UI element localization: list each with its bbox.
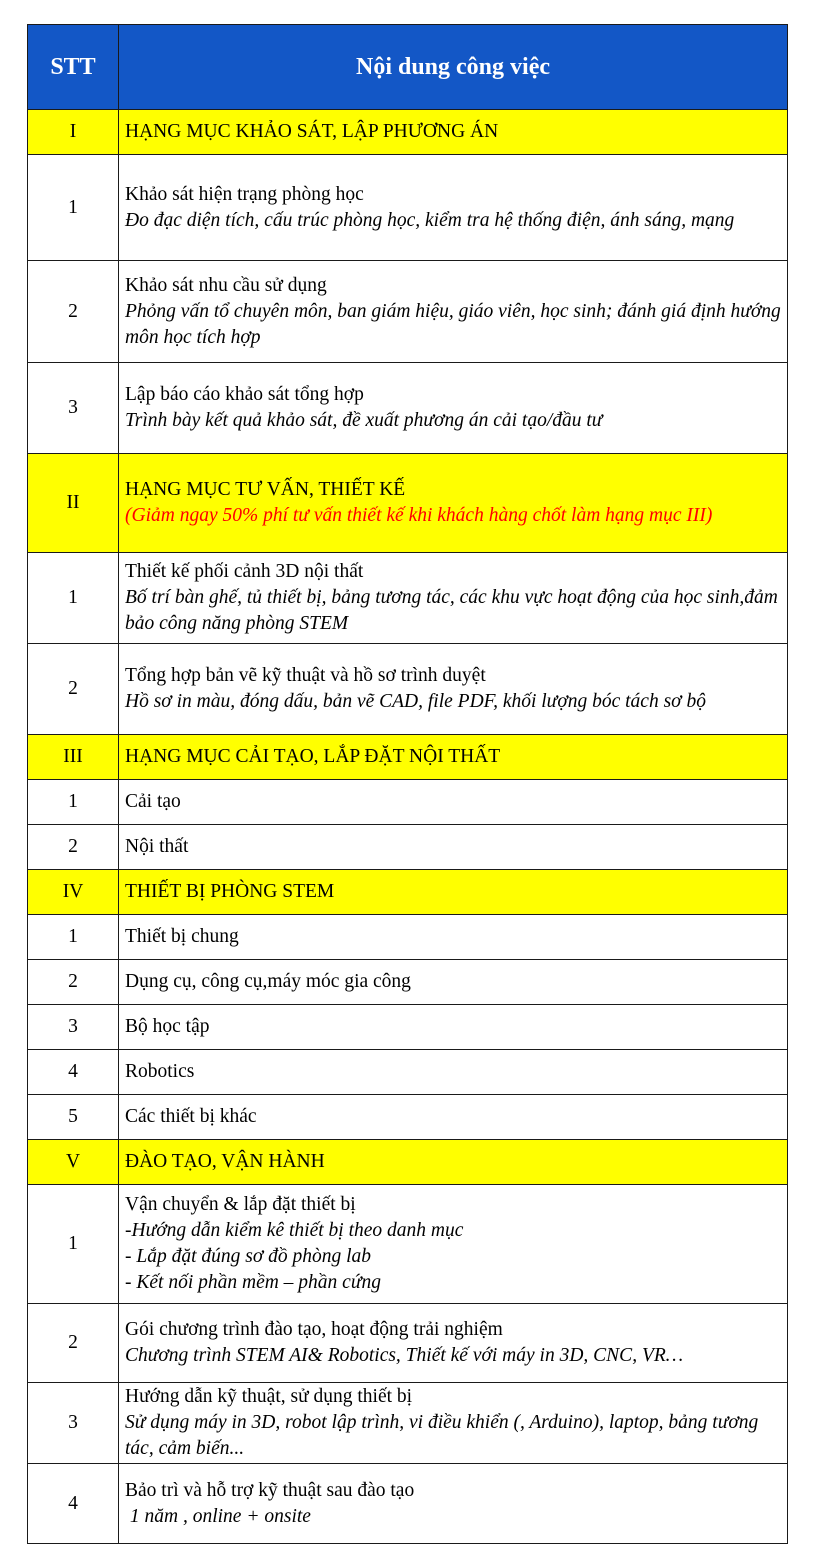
row-stt: III <box>28 735 119 780</box>
table-header-row <box>28 25 788 110</box>
table-row <box>28 1304 788 1383</box>
item-title: Robotics <box>119 1050 788 1095</box>
row-stt: 2 <box>28 960 119 1005</box>
item-title: Hướng dẫn kỹ thuật, sử dụng thiết bị <box>125 1386 413 1407</box>
row-stt: 2 <box>28 644 119 735</box>
table-row <box>28 261 788 363</box>
table-row <box>28 780 788 825</box>
item-title: Dụng cụ, công cụ,máy móc gia công <box>119 960 788 1005</box>
row-stt: IV <box>28 870 119 915</box>
section-row <box>28 454 788 553</box>
row-stt: 4 <box>28 1050 119 1095</box>
work-table <box>27 24 788 1544</box>
item-detail-line: - Kết nối phần mềm – phần cứng <box>125 1272 381 1293</box>
table-row <box>28 960 788 1005</box>
item-title: Khảo sát nhu cầu sử dụng <box>125 274 327 296</box>
row-stt: 4 <box>28 1464 119 1544</box>
row-stt: V <box>28 1140 119 1185</box>
item-detail: Chương trình STEM AI& Robotics, Thiết kế với máy in 3D, CNC, VR… <box>125 1345 684 1366</box>
item-title: Khảo sát hiện trạng phòng học <box>125 183 364 205</box>
section-title: HẠNG MỤC CẢI TẠO, LẮP ĐẶT NỘI THẤT <box>119 735 788 780</box>
discount-note: (Giảm ngay 50% phí tư vấn thiết kế khi khách hàng chốt làm hạng mục III) <box>125 505 713 526</box>
section-title: HẠNG MỤC TƯ VẤN, THIẾT KẾ <box>125 479 406 500</box>
item-detail-line: -Hướng dẫn kiểm kê thiết bị theo danh mục <box>125 1220 464 1241</box>
item-detail: 1 năm , online + onsite <box>125 1505 311 1527</box>
item-title: Bộ học tập <box>119 1005 788 1050</box>
table-row <box>28 644 788 735</box>
row-stt: 5 <box>28 1095 119 1140</box>
section-row <box>28 1140 788 1185</box>
item-title: Nội thất <box>119 825 788 870</box>
item-title: Vận chuyển & lắp đặt thiết bị <box>125 1194 356 1215</box>
row-stt: II <box>28 454 119 553</box>
row-stt: 3 <box>28 363 119 454</box>
table-row <box>28 1005 788 1050</box>
table-row <box>28 1095 788 1140</box>
item-title: Thiết bị chung <box>119 915 788 960</box>
item-detail: Đo đạc diện tích, cấu trúc phòng học, kiểm tra hệ thống điện, ánh sáng, mạng <box>125 209 735 231</box>
table-row <box>28 155 788 261</box>
item-detail: Sử dụng máy in 3D, robot lập trình, vi điều khiển (, Arduino), laptop, bảng tương tác, cảm biến... <box>125 1412 759 1459</box>
item-title: Lập báo cáo khảo sát tổng hợp <box>125 384 364 405</box>
row-stt: 1 <box>28 553 119 644</box>
table-row <box>28 825 788 870</box>
item-title: Tổng hợp bản vẽ kỹ thuật và hồ sơ trình duyệt <box>125 665 486 686</box>
table-row <box>28 363 788 454</box>
item-title: Cải tạo <box>119 780 788 825</box>
item-detail: Phỏng vấn tổ chuyên môn, ban giám hiệu, giáo viên, học sinh; đánh giá định hướng môn học tích hợp <box>125 300 781 348</box>
row-stt: 3 <box>28 1005 119 1050</box>
table-row <box>28 1464 788 1544</box>
section-title: THIẾT BỊ PHÒNG STEM <box>119 870 788 915</box>
section-title: ĐÀO TẠO, VẬN HÀNH <box>119 1140 788 1185</box>
table-row <box>28 553 788 644</box>
item-detail: Trình bày kết quả khảo sát, đề xuất phương án cải tạo/đầu tư <box>125 410 603 431</box>
row-stt: 2 <box>28 1304 119 1383</box>
item-title: Bảo trì và hỗ trợ kỹ thuật sau đào tạo <box>125 1479 415 1501</box>
row-stt: 1 <box>28 915 119 960</box>
table-row <box>28 1383 788 1464</box>
row-stt: 3 <box>28 1383 119 1464</box>
item-title: Các thiết bị khác <box>119 1095 788 1140</box>
header-stt: STT <box>28 25 119 110</box>
section-row <box>28 735 788 780</box>
item-detail: Hồ sơ in màu, đóng dấu, bản vẽ CAD, file PDF, khối lượng bóc tách sơ bộ <box>125 691 706 712</box>
header-content: Nội dung công việc <box>119 25 788 110</box>
row-stt: 2 <box>28 825 119 870</box>
row-stt: 1 <box>28 155 119 261</box>
row-stt: 1 <box>28 1185 119 1304</box>
section-row <box>28 870 788 915</box>
table-row <box>28 1050 788 1095</box>
row-stt: 2 <box>28 261 119 363</box>
item-detail-line: - Lắp đặt đúng sơ đồ phòng lab <box>125 1246 372 1267</box>
item-title: Gói chương trình đào tạo, hoạt động trải nghiệm <box>125 1319 503 1340</box>
item-detail: Bố trí bàn ghế, tủ thiết bị, bảng tương tác, các khu vực hoạt động của học sinh,đảm bảo công năng phòng STEM <box>125 587 778 634</box>
item-title: Thiết kế phối cảnh 3D nội thất <box>125 561 364 582</box>
section-title: HẠNG MỤC KHẢO SÁT, LẬP PHƯƠNG ÁN <box>119 110 788 155</box>
table-row <box>28 1185 788 1304</box>
row-stt: 1 <box>28 780 119 825</box>
section-row <box>28 110 788 155</box>
table-row <box>28 915 788 960</box>
row-stt: I <box>28 110 119 155</box>
